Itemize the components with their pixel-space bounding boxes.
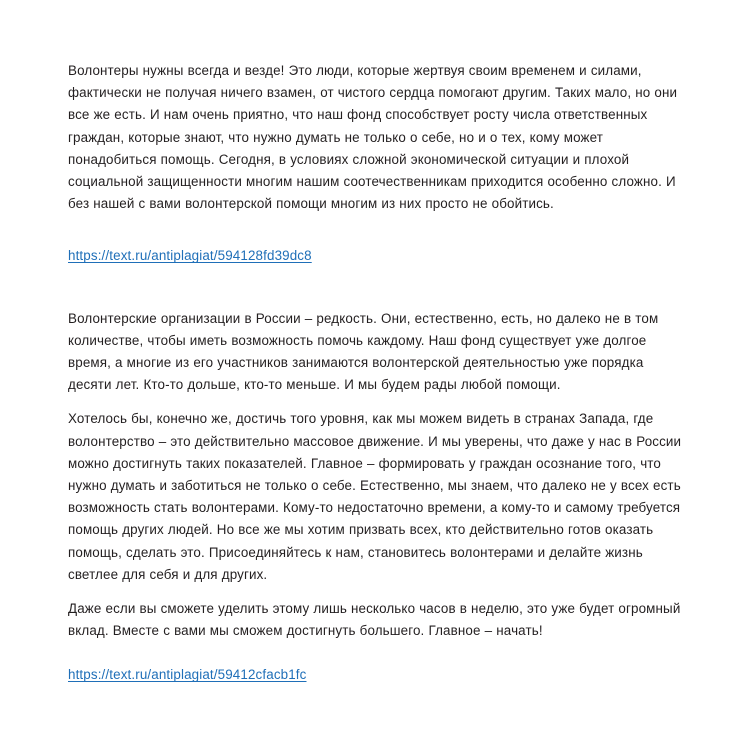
paragraph-call-to-action: Даже если вы сможете уделить этому лишь несколько часов в неделю, это уже будет огромный вклад. Вместе с вами мы сможем достигнуть большего. Главное – начать!	[68, 601, 681, 639]
paragraph-spacer	[68, 227, 684, 245]
document-body	[68, 60, 684, 687]
paragraph-west-comparison: Хотелось бы, конечно же, достичь того уровня, как мы можем видеть в странах Запада, где волонтерство – это действительно массовое движение. И мы уверены, что даже у нас в России можно достигнуть таких показателей. Главное – формировать у граждан осознание того, что нужно думать и заботиться не только о себе. Естественно, мы знаем, что далеко не у всех есть возможность стать волонтерами. Кому-то недостаточно времени, а кому-то и самому требуется помощь других людей. Но все же мы хотим призвать всех, кто действительно готов оказать помощь, сделать это. Присоединяйтесь к нам, становитесь волонтерами и делайте жизнь светлее для себя и для других.	[68, 411, 682, 582]
link-spacer	[68, 654, 684, 664]
link-row-2	[68, 664, 684, 686]
antiplagiat-link-2[interactable]: https://text.ru/antiplagiat/59412cfacb1fc	[68, 667, 307, 683]
antiplagiat-link-1[interactable]: https://text.ru/antiplagiat/594128fd39dc8	[68, 248, 312, 264]
paragraph-organizations: Волонтерские организации в России – редкость. Они, естественно, есть, но далеко не в том количестве, чтобы иметь возможность помочь каждому. Наш фонд существует уже долгое время, а многие из его участников занимаются волонтерской деятельностью уже порядка десяти лет. Кто-то дольше, кто-то меньше. И мы будем рады любой помощи.	[68, 310, 659, 393]
paragraph-intro: Волонтеры нужны всегда и везде! Это люди, которые жертвуя своим временем и силами, фактически не получая ничего взамен, от чистого сердца помогают другим. Таких мало, но они все же есть. И нам очень приятно, что наш фонд способствует росту числа ответственных граждан, которые знают, что нужно думать не только о себе, но и о тех, кому может понадобиться помощь. Сегодня, в условиях сложной экономической ситуации и плохой социальной защищенности многим нашим соотечественникам приходится особенно сложно. И без нашей с вами волонтерской помощи многим из них просто не обойтись.	[68, 63, 678, 212]
link-row-1	[68, 245, 684, 267]
link-section-spacer	[68, 268, 684, 308]
